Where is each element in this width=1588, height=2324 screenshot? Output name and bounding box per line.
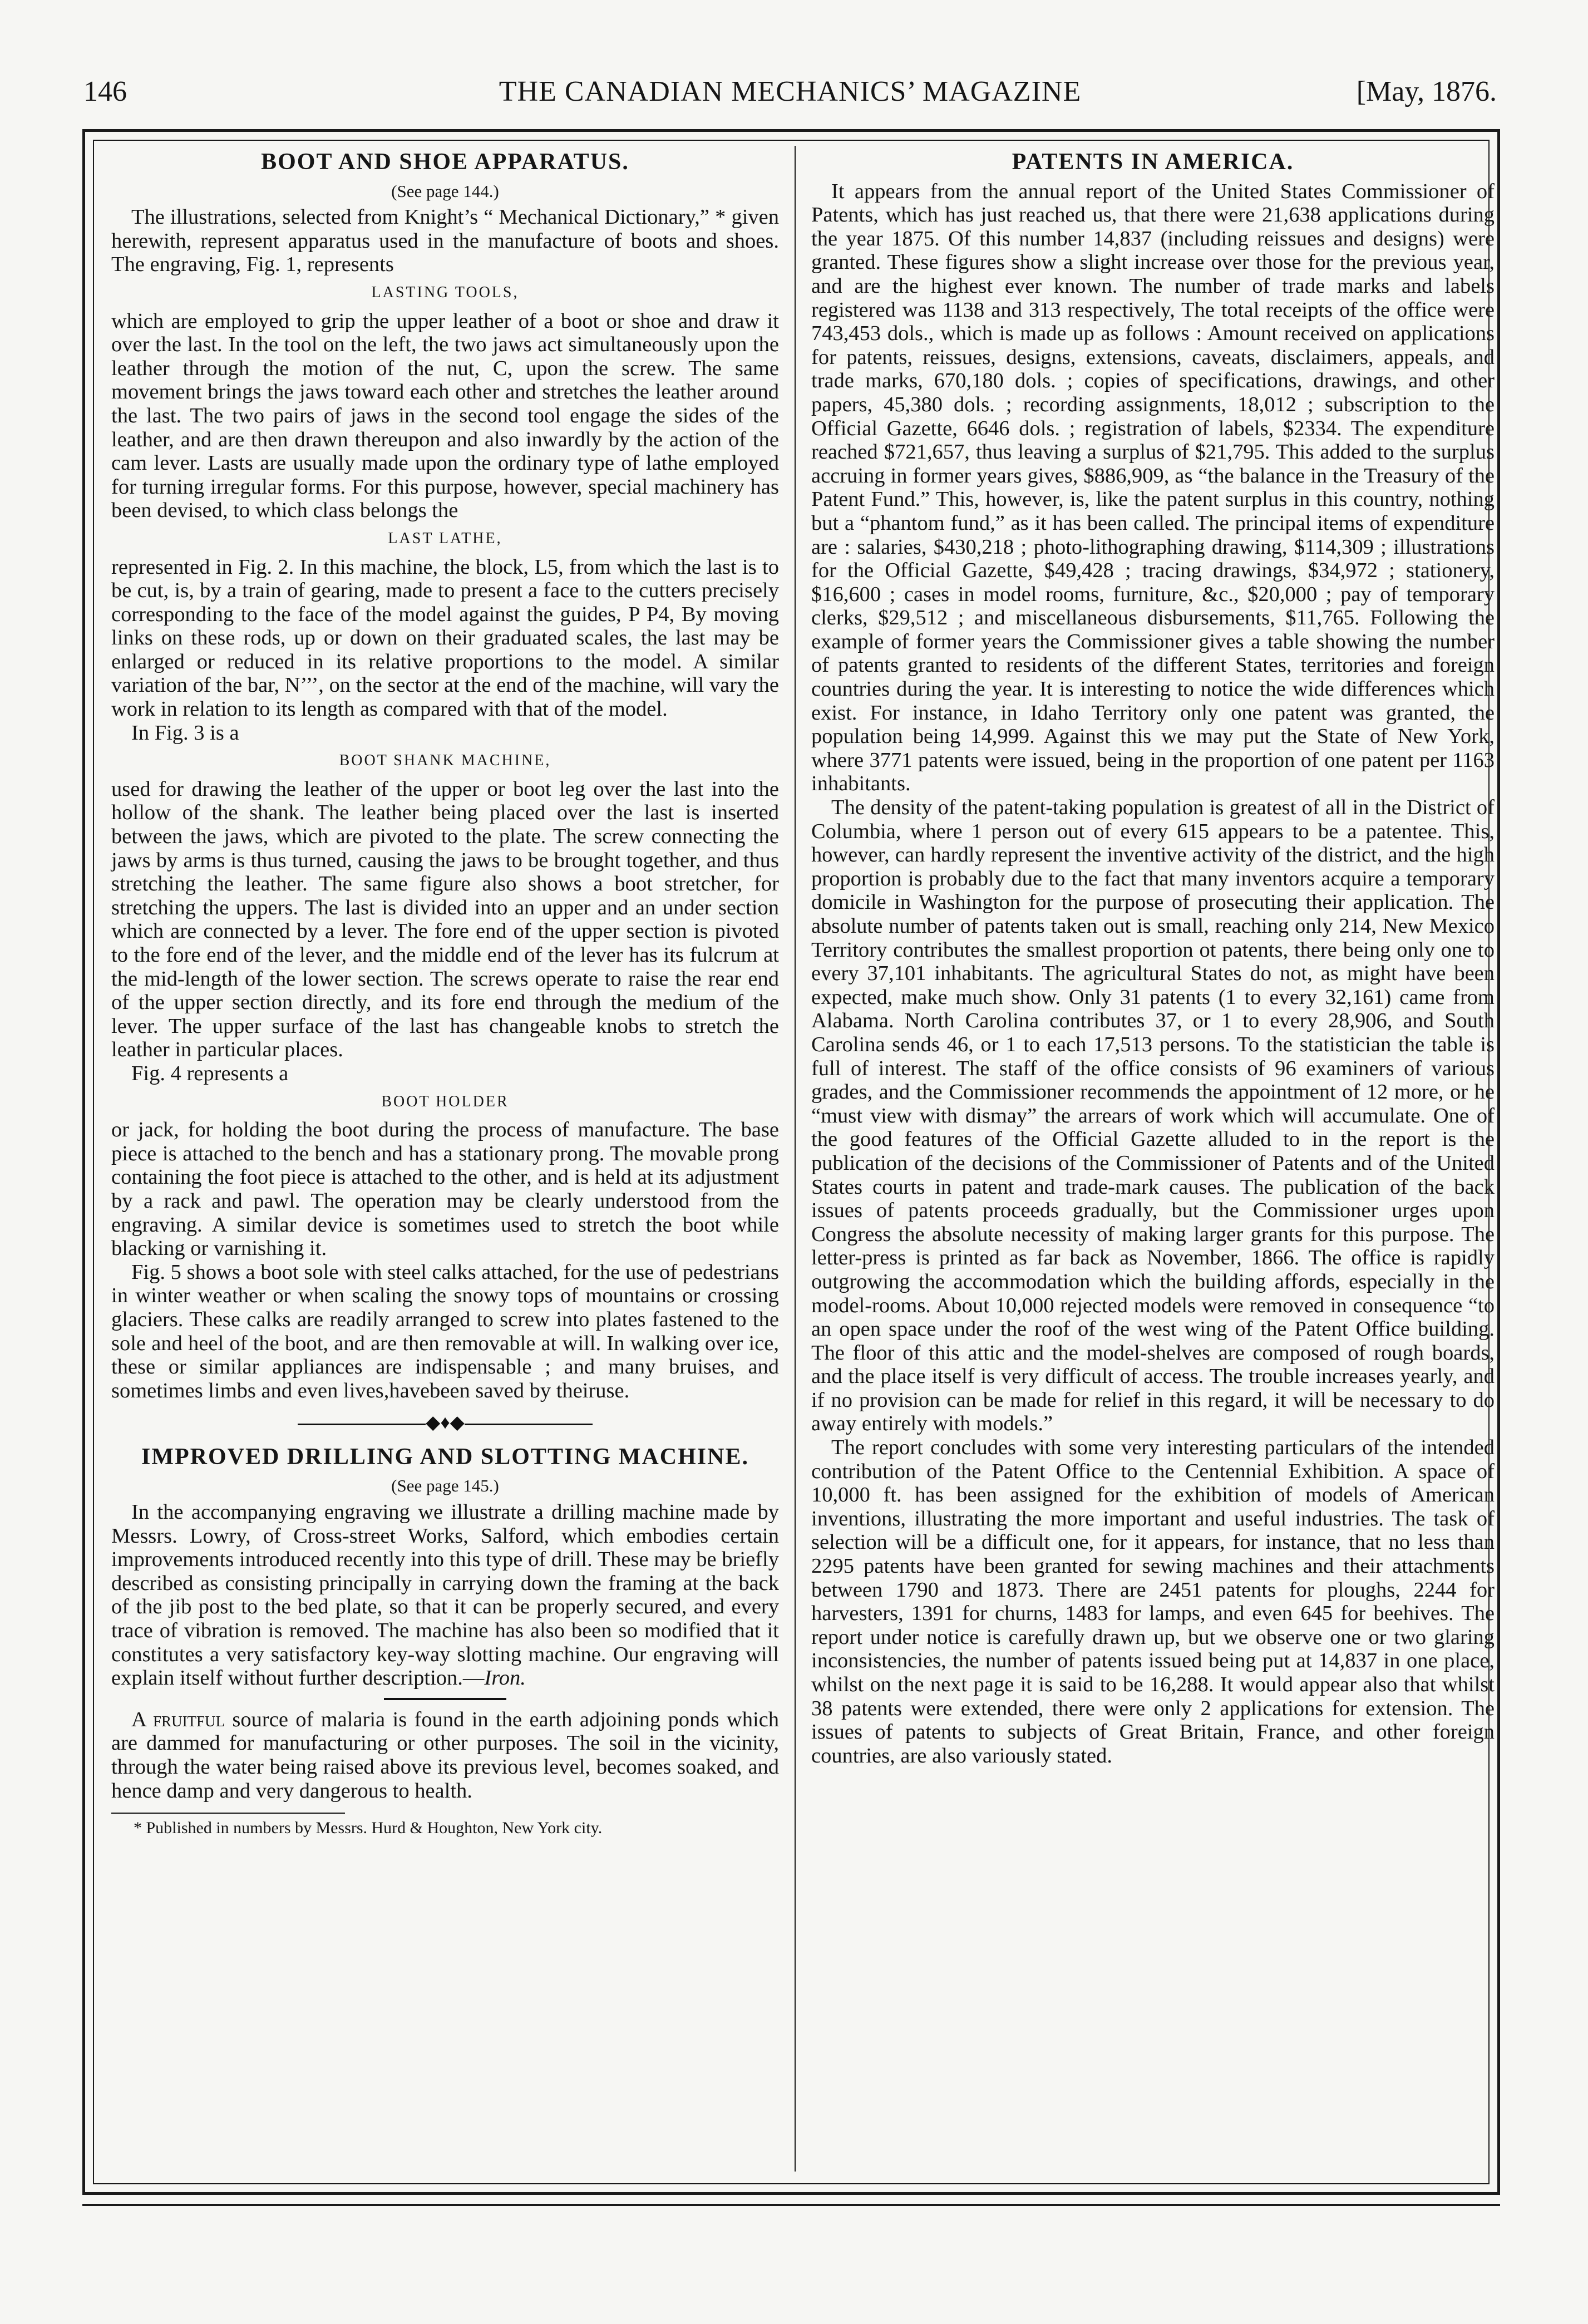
divider-rule — [384, 1698, 506, 1700]
bottom-rule — [82, 2204, 1500, 2206]
paragraph — [111, 1708, 779, 1803]
paragraph: The report concludes with some very interesting particulars of the intended contribution of the Patent Office to the Centennial Exhibition. A space of 10,000 ft. has been assigned for the exhibition of models of American inventions, illustrating the more important and useful industries. The task of selection will be a difficult one, for it appears, for instance, that no less than 2295 patents have been granted for sewing machines and their attachments between 1790 and 1873. There are 2451 patents for ploughs, 2244 for harvesters, 1391 for churns, 1483 for lamps, and even 645 for beehives. The report under notice is carefully drawn up, but we observe one or two glaring inconsistencies, the number of patents issued being put at 14,837 in one place, whilst on the next page it is said to be 16,288. It would appear also that whilst 38 patents were extended, there were only 2 applications for extension. The issues of patents to subjects of Great Britain, France, and other foreign countries, are also variously stated. — [811, 1436, 1495, 1767]
paragraph: The density of the patent-taking population is greatest of all in the District of Columbia, where 1 person out of every 615 appears to be a patentee. This, however, can hardly represent the inventive activity of the district, and the high proportion is probably due to the fact that many inventors acquire a temporary domicile in Washington for the purpose of prosecuting their application. The absolute number of patents taken out is small, reaching only 214, New Mexico Territory contributes the smallest proportion ot patents, there being only one to every 37,101 inhabitants. The agricultural States do not, as might have been expected, make much show. Only 31 patents (1 to every 32,161) came from Alabama. North Carolina contributes 37, or 1 to every 28,906, and South Carolina sends 46, or 1 to each 17,513 persons. To the statistician the table is full of interest. The staff of the office consists of 96 examiners of various grades, and the Commissioner recommends the appointment of 12 more, or he “must view with dismay” the arrears of work which will accumulate. One of the good features of the Official Gazette alluded to in the report is the publication of the decisions of the Commissioner of Patents and of the United States courts in patent and trade-mark causes. The publication of the back issues of patents proceeds gradually, but the Commissioner urges upon Congress the absolute necessity of making larger grants for this purpose. The letter-press is printed as far back as November, 1866. The office is rapidly outgrowing the accommodation which the building affords, especially in the model-rooms. About 10,000 rejected models were removed in consequence “to an open space under the roof of the west wing of the Patent Office building. The floor of this attic and the model-shelves are composed of rough boards, and the place itself is very difficult of access. The trouble increases yearly, and if no provision can be made for relief in this regard, it will be necessary to do away entirely with models.” — [811, 796, 1495, 1436]
section-subheading: BOOT HOLDER — [381, 1092, 509, 1110]
see-page-note: (See page 144.) — [391, 181, 499, 201]
footnote: * Published in numbers by Messrs. Hurd & Houghton, New York city. — [134, 1819, 603, 1838]
paragraph — [111, 1500, 779, 1690]
paragraph-text: In the accompanying engraving we illustrate a drilling machine made by Messrs. Lowry, of Cross-street Works, Salford, which embodies certain improvements introduced recently into this type of drill. These may be briefly described as consisting principally in carrying down the framing at the back of the jib post to the bed plate, so that it can be properly secured, and every trace of vibration is removed. The machine has also been so modified that it constitutes a very satisfactory key-way slotting machine. Our engraving will explain itself without further description.— — [111, 1500, 779, 1690]
paragraph: It appears from the annual report of the United States Commissioner of Patents, which has just reached us, that there were 21,638 applications during the year 1875. Of this number 14,837 (including reissues and designs) were granted. These figures show a slight increase over those for the previous year, and are the highest ever known. The number of trade marks and labels registered was 1138 and 313 respectively, The total receipts of the office were 743,453 dols., which is made up as follows : Amount received on applications for patents, reissues, designs, extensions, caveats, disclaimers, appeals, and trade marks, 670,180 dols. ; copies of specifications, drawings, and other papers, 45,380 dols. ; recording assignments, 18,012 ; subscription to the Official Gazette, 6646 dols. ; registration of labels, $2334. The expenditure reached $721,657, thus leaving a surplus of $21,795. This added to the surplus accruing in former years gives, $886,909, as “the balance in the Treasury of the Patent Fund.” This, however, is, like the patent surplus in this country, nothing but a “phantom fund,” as it has been called. The principal items of expenditure are : salaries, $430,218 ; photo-lithographing drawing, $114,309 ; illustrations for the Official Gazette, $49,428 ; tracing drawings, $34,972 ; stationery, $16,600 ; cases in model rooms, furniture, &c., $20,000 ; pay of temporary clerks, $29,512 ; and miscellaneous disbursements, $11,765. Following the example of former years the Commissioner gives a table showing the number of patents granted to residents of the different States, territories and foreign countries during the year. It is interesting to notice the wide differences which exist. For instance, in Idaho Territory only one patent was granted, the population being 14,999. Against this we may put the State of New York, where 3771 patents were issued, being in the proportion of one patent per 1163 inhabitants. — [811, 179, 1495, 796]
paragraph: Fig. 4 represents a — [131, 1061, 289, 1085]
article-title-drilling: IMPROVED DRILLING AND SLOTTING MACHINE. — [141, 1444, 749, 1470]
left-column — [111, 140, 779, 1839]
section-ornament: ◆♦◆ — [111, 1411, 779, 1435]
running-head — [83, 67, 1497, 117]
footnote-rule — [111, 1813, 345, 1814]
paragraph: Fig. 5 shows a boot sole with steel calks attached, for the use of pedestrians in winter weather or when scaling the snowy tops of mountains or crossing glaciers. These calks are readily arranged to screw into plates fastened to the sole and heel of the boot, and are then removable at will. In walking over ice, these or similar appliances are indispensable ; and many bruises, and sometimes limbs and even lives,havebeen saved by theiruse. — [111, 1260, 779, 1402]
paragraph: which are employed to grip the upper leather of a boot or shoe and draw it over the last. In the tool on the left, the two jaws act simultaneously upon the leather through the motion of the nut, C, upon the screw. The same movement brings the jaws toward each other and stretches the leather around the last. The two pairs of jaws in the second tool engage the sides of the leather, and are then drawn thereupon and also inwardly by the action of the cam lever. Lasts are usually made upon the ordinary type of lathe employed for turning irregular forms. For this purpose, however, special machinery has been devised, to which class belongs the — [111, 309, 779, 523]
paragraph: or jack, for holding the boot during the process of manufacture. The base piece is attached to the bench and has a stationary prong. The movable prong containing the foot piece is attached to the other, and is held at its adjustment by a rack and pawl. The operation may be clearly understood from the engraving. A similar device is sometimes used to stretch the boot while blacking or varnishing it. — [111, 1118, 779, 1261]
paragraph: represented in Fig. 2. In this machine, the block, L5, from which the last is to be cut, is, by a train of gearing, made to present a face to the cutters precisely corresponding to the face of the model against the guides, P P4, By moving links on these rods, up or down on their graduated scales, the last may be enlarged or reduced in its relative proportions to the model. A similar variation of the bar, N’’’, on the sector at the end of the machine, will vary the work in relation to its length as compared with that of the model. — [111, 555, 779, 721]
page-number: 146 — [83, 76, 127, 107]
paragraph: used for drawing the leather of the upper or boot leg over the last into the hollow of the shank. The leather being placed over the last is inserted between the jaws, which are pivoted to the plate. The screw connecting the jaws by arms is thus turned, causing the jaws to be brought together, and thus stretching the leather. The same figure also shows a boot stretcher, for stretching the uppers. The last is divided into an upper and an under section which are connected by a lever. The fore end of the upper section is pivoted to the fore end of the lever, and the middle end of the lever has its fulcrum at the mid-length of the lower section. The screws operate to raise the rear end of the upper section directly, and its fore end through the medium of the lever. The upper surface of the last has changeable knobs to stretch the leather in particular places. — [111, 777, 779, 1062]
article-title-patents: PATENTS IN AMERICA. — [1012, 149, 1294, 175]
magazine-title: THE CANADIAN MECHANICS’ MAGAZINE — [499, 76, 1082, 107]
section-subheading: LAST LATHE, — [388, 529, 502, 547]
section-subheading: LASTING TOOLS, — [371, 283, 519, 301]
column-divider — [795, 146, 796, 2172]
article-title-boot: BOOT AND SHOE APPARATUS. — [261, 149, 629, 175]
paragraph: The illustrations, selected from Knight’s “ Mechanical Dictionary,” * given herewith, represent apparatus used in the manufacture of boots and shoes. The engraving, Fig. 1, represents — [111, 205, 779, 277]
paragraph: In Fig. 3 is a — [131, 721, 239, 745]
lead-words: A fruitful — [131, 1707, 225, 1731]
source-credit: Iron. — [484, 1666, 526, 1690]
issue-date: [May, 1876. — [1356, 76, 1497, 107]
paragraph-text: source of malaria is found in the earth adjoining ponds which are dammed for manufacturing or other purposes. The soil in the vicinity, through the water being raised above its previous level, becomes soaked, and hence damp and very dangerous to health. — [111, 1707, 779, 1803]
right-column — [811, 140, 1495, 1767]
section-subheading: BOOT SHANK MACHINE, — [339, 752, 551, 770]
see-page-note: (See page 145.) — [391, 1476, 499, 1496]
